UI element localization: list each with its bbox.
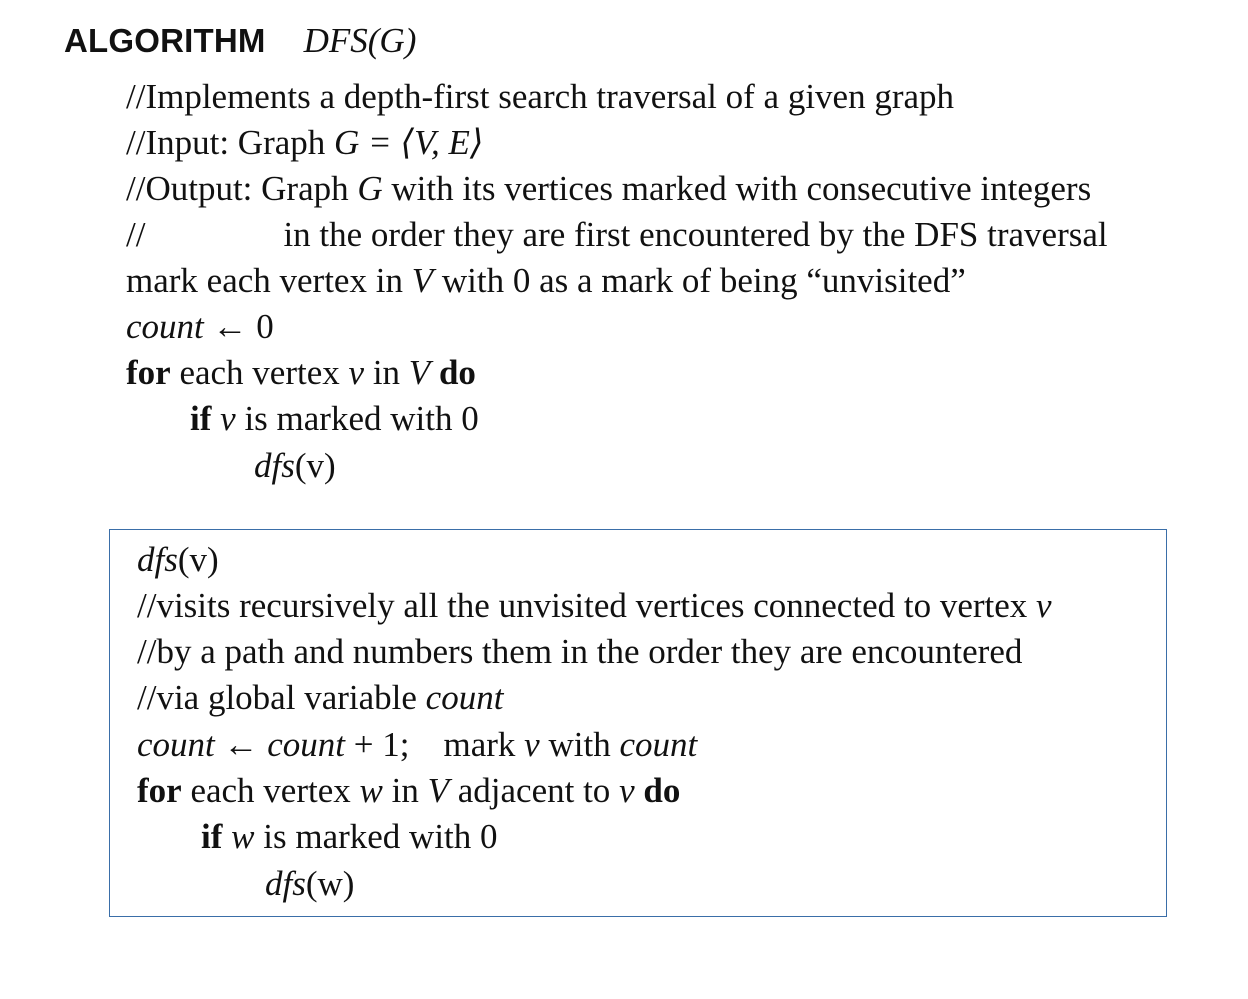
mark-var: V [411,261,434,300]
dfs-comment-path [137,632,1022,672]
for-text-2: in [364,353,409,392]
dfs-comment-global [137,678,503,718]
dfs-with-word: with [539,725,620,764]
count-init [126,307,274,347]
mark-statement [126,261,966,301]
dfs-args: (v) [177,540,219,579]
comment-output-var: G [357,169,383,208]
algorithm-header [64,21,416,68]
dfs-count-rhs: count [267,725,346,764]
dfs-for-text-1: each vertex [181,771,360,810]
dfs-comment-visits-var: v [1036,586,1052,625]
dfs-for-var-V: V [427,771,449,810]
comment-order-text: in the order they are first encountered by the DFS traversal [283,215,1108,254]
dfs-for-loop [137,771,680,811]
if-keyword: if [190,399,212,438]
dfs-count-plus: + 1; [345,725,410,764]
dfs-for-var-w: w [359,771,383,810]
comment-order-prefix: // [126,215,146,254]
if-text: is marked with 0 [235,399,479,438]
count-var: count [126,307,204,346]
dfs-comment-global-var: count [425,678,504,717]
for-var-v: v [348,353,365,392]
dfs-mark-word: mark [443,725,525,764]
dfs-comment-global-prefix: //via global variable [137,678,426,717]
dfs-comment-path-text: //by a path and numbers them in the order they are encountered [137,632,1023,671]
mark-suffix: with 0 as a mark of being “unvisited” [433,261,966,300]
dfs-call-fn: dfs [254,446,295,485]
dfs-comment-visits-text: //visits recursively all the unvisited vertices connected to vertex [137,586,1037,625]
comment-implements-text: //Implements a depth-first search traversal of a given graph [126,77,955,116]
dfs-recursive-call [265,864,354,904]
for-var-V: V [408,353,431,392]
dfs-for-keyword: for [137,771,182,810]
dfs-call-args: (v) [294,446,336,485]
for-loop [126,353,476,393]
dfs-for-text-3: adjacent to [449,771,620,810]
comment-input-prefix: //Input: Graph [126,123,335,162]
dfs-if-keyword: if [201,817,223,856]
for-keyword: for [126,353,171,392]
dfs-if-var: w [231,817,255,856]
dfs-count-statement [137,725,697,765]
dfs-if-text: is marked with 0 [254,817,498,856]
mark-prefix: mark each vertex in [126,261,412,300]
dfs-call [254,446,336,486]
dfs-for-var-v: v [619,771,635,810]
count-assign: ← 0 [203,307,274,346]
comment-output-prefix: //Output: Graph [126,169,358,208]
dfs-name: dfs [137,540,178,579]
comment-output [126,169,1091,209]
dfs-recursive-fn: dfs [265,864,306,903]
if-var: v [220,399,236,438]
comment-input [126,123,483,163]
dfs-mark-var: v [524,725,540,764]
dfs-count-lhs: count [137,725,215,764]
dfs-for-text-2: in [382,771,428,810]
for-text-1: each vertex [170,353,349,392]
do-keyword: do [438,353,476,392]
comment-output-suffix: with its vertices marked with consecutive integers [382,169,1092,208]
dfs-if-statement [201,817,498,857]
dfs-mark-count: count [619,725,698,764]
dfs-count-arrow: ← [214,725,268,764]
comment-implements [126,77,954,117]
comment-input-math: G = ⟨V, E⟩ [334,123,484,162]
if-statement [190,399,479,439]
dfs-recursive-args: (w) [305,864,355,903]
dfs-signature [137,540,219,580]
comment-order [126,215,1108,255]
algorithm-keyword: ALGORITHM [64,22,266,59]
dfs-comment-visits [137,586,1052,626]
dfs-do-keyword: do [643,771,681,810]
algorithm-signature: DFS(G) [303,21,417,60]
